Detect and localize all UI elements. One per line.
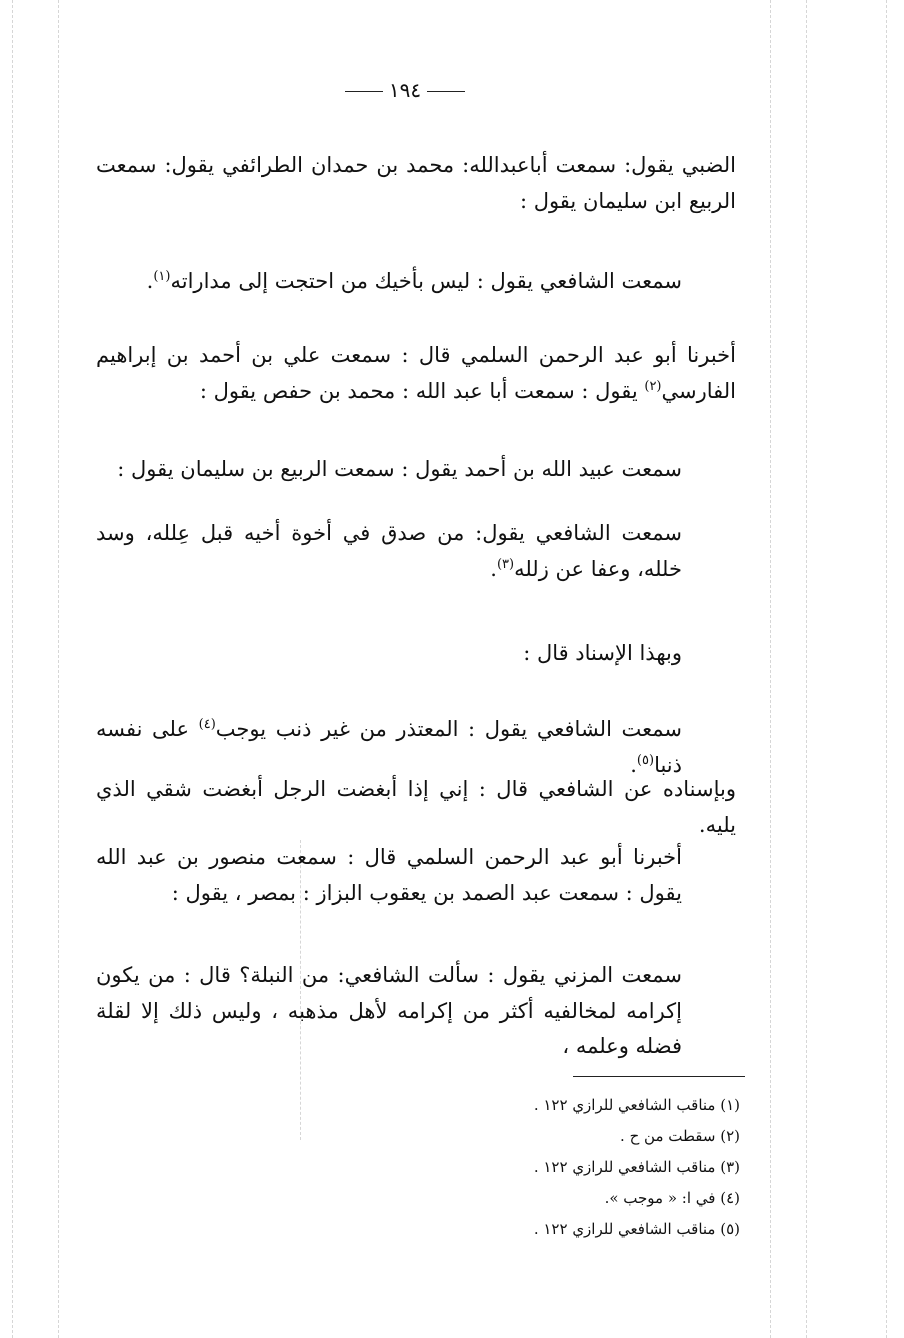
page-number-value: ١٩٤ — [388, 78, 422, 102]
paragraph-text: يقول : سمعت أبا عبد الله : محمد بن حفص يقول : — [199, 378, 638, 403]
paragraph-text: سمعت الشافعي يقول : المعتذر من غير ذنب يوجب — [215, 717, 682, 741]
scan-guide-line — [12, 0, 13, 1338]
paragraph: سمعت الشافعي يقول : ليس بأخيك من احتجت إلى مداراته$^{(١)}$. — [146, 269, 682, 293]
footnote-marker: (٣) — [496, 556, 515, 572]
paragraph — [96, 452, 736, 488]
paragraph — [96, 772, 736, 843]
paragraph-text: وبهذا الإسناد قال : — [523, 641, 682, 665]
paragraph: سمعت الشافعي يقول : المعتذر من غير ذنب يوجب$^{(٤)}$ على نفسه ذنبا$^{(٥)}$. — [96, 717, 682, 777]
footnote-marker: (٥) — [636, 752, 655, 768]
footnote-item: (٢) سقطت من ح . — [620, 1127, 740, 1145]
footnote-separator — [573, 1076, 745, 1077]
paragraph-text: وبإسناده عن الشافعي قال : إني إذا أبغضت الرجل أبغضت شقي الذي يليه. — [96, 777, 736, 837]
footnote-marker: (١) — [153, 269, 171, 284]
scan-guide-line — [58, 0, 59, 1338]
footnote-item: (٣) مناقب الشافعي للرازي ١٢٢ . — [533, 1158, 740, 1176]
paragraph-text: على نفسه ذنبا — [96, 717, 682, 777]
scan-guide-line — [886, 0, 887, 1338]
scan-guide-line — [770, 0, 771, 1338]
page-number-dash — [345, 91, 383, 92]
paragraph-text: سمعت الشافعي يقول : ليس بأخيك من احتجت إلى مداراته — [170, 269, 682, 293]
paragraph — [96, 958, 736, 1065]
paragraph-text: سمعت المزني يقول : سألت الشافعي: من النبلة؟ قال : من يكون إكرامه لمخالفيه أكثر من إكرامه لأهل مذهبه ، وليس ذلك إلا لقلة فضله وعلمه ، — [96, 963, 682, 1059]
paragraph — [96, 338, 736, 409]
paragraph — [96, 636, 736, 672]
paragraph: سمعت الشافعي يقول: من صدق في أخوة أخيه قبل عِلله، وسد خلله، وعفا عن زلله$^{(٣)}$. — [96, 521, 682, 581]
footnote-item: (٤) في ا: « موجب ». — [604, 1189, 740, 1207]
page-number-dash — [427, 91, 465, 92]
paragraph — [96, 148, 736, 219]
paragraph-text: سمعت الشافعي يقول: من صدق في أخوة أخيه قبل عِلله، وسد خلله، وعفا عن زلله — [96, 521, 682, 581]
footnote-item: (٥) مناقب الشافعي للرازي ١٢٢ . — [533, 1220, 740, 1238]
paragraph-text: سمعت عبيد الله بن أحمد يقول : سمعت الربيع بن سليمان يقول : — [117, 457, 682, 481]
paragraph-text: الضبي يقول: سمعت أباعبدالله: محمد بن حمدان الطرائفي يقول: سمعت الربيع ابن سليمان يقول : — [96, 153, 736, 213]
paragraph — [96, 840, 736, 911]
footnote-marker: (٢) — [644, 378, 662, 394]
footnote-item: (١) مناقب الشافعي للرازي ١٢٢ . — [533, 1096, 740, 1114]
footnotes — [340, 1094, 740, 1249]
paragraph-text: أخبرنا أبو عبد الرحمن السلمي قال : سمعت منصور بن عبد الله يقول : سمعت عبد الصمد بن يعقوب البزاز : بمصر ، يقول : — [96, 845, 682, 905]
page-number — [330, 78, 480, 102]
footnote-marker: (٤) — [198, 717, 216, 732]
scan-guide-line — [806, 0, 807, 1338]
paragraph-text: أخبرنا أبو عبد الرحمن السلمي قال : سمعت علي بن أحمد بن إبراهيم الفارسي — [96, 343, 736, 403]
